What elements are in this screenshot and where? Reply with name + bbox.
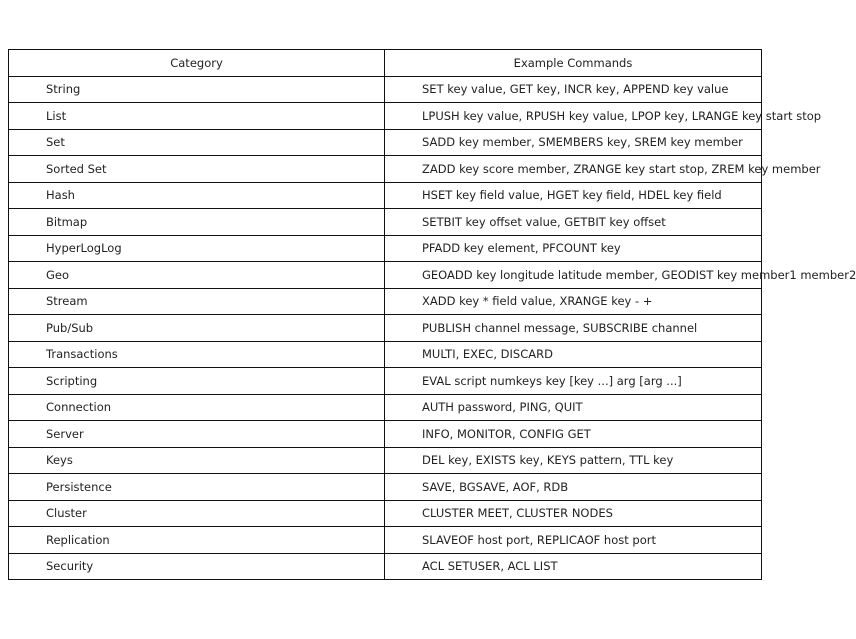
- commands-cell: DEL key, EXISTS key, KEYS pattern, TTL key: [385, 447, 762, 474]
- table-row: [9, 474, 762, 501]
- commands-cell: GEOADD key longitude latitude member, GEODIST key member1 member2: [385, 262, 762, 289]
- table-row: [9, 315, 762, 342]
- category-cell: Security: [9, 553, 385, 580]
- category-cell: Persistence: [9, 474, 385, 501]
- header-category: Category: [9, 50, 385, 77]
- commands-cell: PFADD key element, PFCOUNT key: [385, 235, 762, 262]
- category-cell: Bitmap: [9, 209, 385, 236]
- table-row: [9, 421, 762, 448]
- table-header-row: [9, 50, 762, 77]
- category-cell: Stream: [9, 288, 385, 315]
- category-cell: HyperLogLog: [9, 235, 385, 262]
- category-cell: Hash: [9, 182, 385, 209]
- table-row: [9, 288, 762, 315]
- command-table-container: [8, 49, 856, 580]
- commands-cell: EVAL script numkeys key [key ...] arg [arg ...]: [385, 368, 762, 395]
- category-cell: Geo: [9, 262, 385, 289]
- commands-cell: LPUSH key value, RPUSH key value, LPOP key, LRANGE key start stop: [385, 103, 762, 130]
- commands-cell: SET key value, GET key, INCR key, APPEND key value: [385, 76, 762, 103]
- table-row: [9, 262, 762, 289]
- table-row: [9, 447, 762, 474]
- table-row: [9, 156, 762, 183]
- category-cell: Scripting: [9, 368, 385, 395]
- commands-cell: AUTH password, PING, QUIT: [385, 394, 762, 421]
- commands-cell: SAVE, BGSAVE, AOF, RDB: [385, 474, 762, 501]
- commands-cell: MULTI, EXEC, DISCARD: [385, 341, 762, 368]
- table-row: [9, 76, 762, 103]
- table-row: [9, 103, 762, 130]
- commands-cell: CLUSTER MEET, CLUSTER NODES: [385, 500, 762, 527]
- category-cell: Keys: [9, 447, 385, 474]
- commands-cell: ACL SETUSER, ACL LIST: [385, 553, 762, 580]
- category-cell: Set: [9, 129, 385, 156]
- table-row: [9, 235, 762, 262]
- commands-cell: INFO, MONITOR, CONFIG GET: [385, 421, 762, 448]
- category-cell: Cluster: [9, 500, 385, 527]
- category-cell: Replication: [9, 527, 385, 554]
- category-cell: String: [9, 76, 385, 103]
- redis-command-table: [8, 49, 856, 580]
- commands-cell: ZADD key score member, ZRANGE key start stop, ZREM key member: [385, 156, 762, 183]
- table-row: [9, 394, 762, 421]
- table-row: [9, 500, 762, 527]
- commands-cell: XADD key * field value, XRANGE key - +: [385, 288, 762, 315]
- category-cell: Server: [9, 421, 385, 448]
- category-cell: List: [9, 103, 385, 130]
- category-cell: Connection: [9, 394, 385, 421]
- category-cell: Sorted Set: [9, 156, 385, 183]
- table-row: [9, 527, 762, 554]
- commands-cell: PUBLISH channel message, SUBSCRIBE channel: [385, 315, 762, 342]
- table-row: [9, 341, 762, 368]
- table-row: [9, 209, 762, 236]
- table-row: [9, 553, 762, 580]
- table-row: [9, 368, 762, 395]
- commands-cell: HSET key field value, HGET key field, HDEL key field: [385, 182, 762, 209]
- commands-cell: SETBIT key offset value, GETBIT key offset: [385, 209, 762, 236]
- header-example-commands: Example Commands: [385, 50, 762, 77]
- category-cell: Transactions: [9, 341, 385, 368]
- commands-cell: SADD key member, SMEMBERS key, SREM key member: [385, 129, 762, 156]
- category-cell: Pub/Sub: [9, 315, 385, 342]
- commands-cell: SLAVEOF host port, REPLICAOF host port: [385, 527, 762, 554]
- table-row: [9, 129, 762, 156]
- table-row: [9, 182, 762, 209]
